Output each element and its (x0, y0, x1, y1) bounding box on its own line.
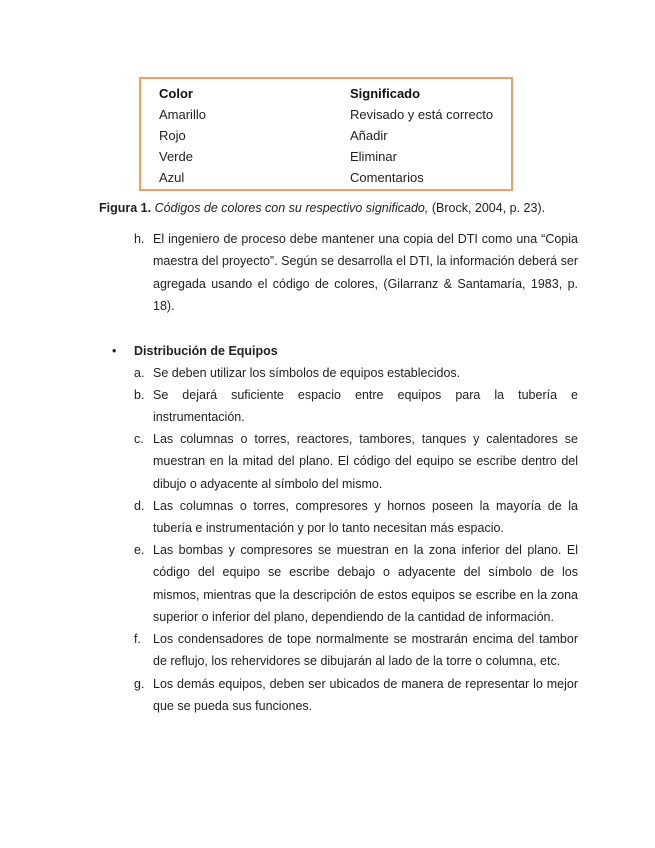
row-meaning: Eliminar (350, 149, 397, 164)
table-header (141, 84, 511, 104)
list-item-a (134, 362, 578, 384)
row-color: Azul (159, 170, 185, 185)
header-color: Color (159, 86, 193, 101)
list-item-text: El ingeniero de proceso debe mantener una copia del DTI como una “Copia maestra del proyecto”. Según se desarrolla el DTI, la información deberá ser agregada usando el código de colores, (Gilarranz & Santamaría, 1983, p. 18). (153, 232, 578, 313)
list-marker: b. (134, 388, 145, 402)
list-item-text: Se deben utilizar los símbolos de equipos establecidos. (153, 366, 461, 380)
list-marker: h. (134, 232, 145, 246)
table-row (141, 147, 511, 167)
row-color: Rojo (159, 128, 186, 143)
table-row (141, 126, 511, 146)
list-item-text: Los demás equipos, deben ser ubicados de manera de representar lo mejor que se pueda sus funciones. (153, 677, 578, 714)
header-meaning: Significado (350, 86, 421, 101)
list-item-b (134, 384, 578, 429)
list-item-c (134, 428, 578, 495)
row-meaning: Revisado y está correcto (350, 107, 494, 122)
row-color: Amarillo (159, 107, 206, 122)
list-item-text: Se dejará suficiente espacio entre equipos para la tubería e instrumentación. (153, 388, 578, 425)
row-color: Verde (159, 149, 193, 164)
list-marker: f. (134, 632, 141, 646)
list-marker: c. (134, 432, 144, 446)
list-marker: g. (134, 677, 145, 691)
list-item-text: Las columnas o torres, reactores, tambores, tanques y calentadores se muestran en la mitad del plano. El código del equipo se escribe dentro del dibujo o adyacente al símbolo del mismo. (153, 432, 578, 491)
caption-citation: (Brock, 2004, p. 23). (431, 201, 546, 215)
figure-caption (99, 201, 545, 215)
list-item-text: Las bombas y compresores se muestran en la zona inferior del plano. El código del equipo se escribe debajo o adyacente del símbolo de los mismos, mientras que la descripción de estos equipos se escribe en la zona superior o inferior del plano, dependiendo de la cantidad de información. (153, 543, 578, 624)
list-item-f (134, 628, 578, 673)
row-meaning: Añadir (350, 128, 388, 143)
list-item-h (134, 228, 578, 317)
table-row (141, 105, 511, 125)
row-meaning: Comentarios (350, 170, 424, 185)
caption-label: Figura 1. (99, 201, 152, 215)
list-item-d (134, 495, 578, 540)
color-code-table (139, 77, 513, 191)
list-marker: d. (134, 499, 145, 513)
list-marker: e. (134, 543, 145, 557)
section-heading: Distribución de Equipos (134, 344, 278, 358)
list-item-e (134, 539, 578, 628)
bullet-marker: • (112, 344, 117, 358)
list-marker: a. (134, 366, 145, 380)
list-item-text: Los condensadores de tope normalmente se mostrarán encima del tambor de reflujo, los rehervidores se dibujarán al lado de la torre o columna, etc. (153, 632, 578, 669)
table-row (141, 168, 511, 188)
list-item-text: Las columnas o torres, compresores y hornos poseen la mayoría de la tubería e instrumentación y por lo tanto necesitan más espacio. (153, 499, 578, 536)
list-item-g (134, 673, 578, 718)
caption-title: Códigos de colores con su respectivo significado, (154, 201, 429, 215)
